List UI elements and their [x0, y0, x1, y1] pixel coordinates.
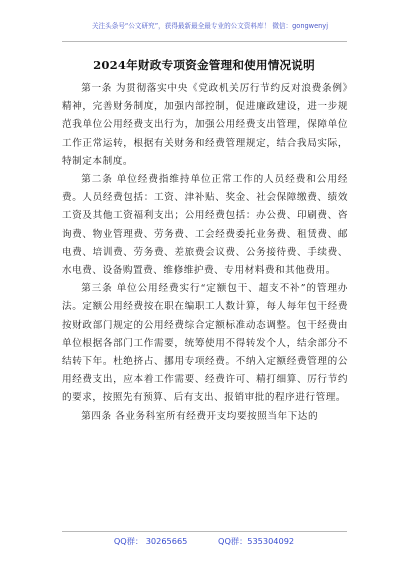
document-title: 2024年财政专项资金管理和使用情况说明 [93, 58, 315, 72]
footer-qq-group-1: QQ群： 30265665 [113, 536, 188, 546]
paragraph-article-2: 第二条 单位经费指维持单位正常工作的人员经费和公用经费。人员经费包括：工资、津补贴、奖金、社会保障缴费、绩效工资及其他工资福利支出；公用经费包括：办公费、印刷费、咨询费、物业管理费、劳务费、工会经费委托业务费、租赁费、邮电费、培训费、劳务费、差旅费会议费、公务接待费、手续费、水电费、设备购置费、维修维护费、专用材料费和其他费用。 [62, 174, 348, 277]
footer-divider [62, 531, 347, 532]
header-banner: 关注头条号“公文研究”，获得最新最全最专业的公文资料库！ 微信：gongwenyj [91, 22, 329, 30]
paragraph-article-1: 第一条 为贯彻落实中央《党政机关厉行节约反对浪费条例》精神，完善财务制度，加强内部控制，促进廉政建设，进一步规范我单位公用经费支出行为，加强公用经费支出管理，保障单位工作正常运转，根据有关财务和经费管理规定，结合我局实际，特制定本制度。 [62, 83, 348, 167]
paragraph-article-3: 第三条 单位公用经费实行“定额包干、超支不补”的管理办法。定额公用经费按在职在编职工人数计算，每人每年包干经费按财政部门规定的公用经费综合定额标准动态调整。包干经费由单位根据各部门工作需要，统筹使用不得转发个人，结余部分不结转下年。杜绝挤占、挪用专项经费。不纳入定额经费管理的公用经费支出，应本着工作需要、经费许可、精打细算、厉行节约的要求，按照先有预算、后有支出、报销审批的程序进行管理。 [62, 283, 348, 404]
footer [0, 536, 408, 547]
header-divider [62, 41, 347, 42]
footer-qq-group-2: QQ群：535304092 [218, 536, 295, 546]
document-body [62, 80, 348, 426]
paragraph-article-4: 第四条 各业务科室所有经费开支均要按照当年下达的 [81, 410, 319, 422]
